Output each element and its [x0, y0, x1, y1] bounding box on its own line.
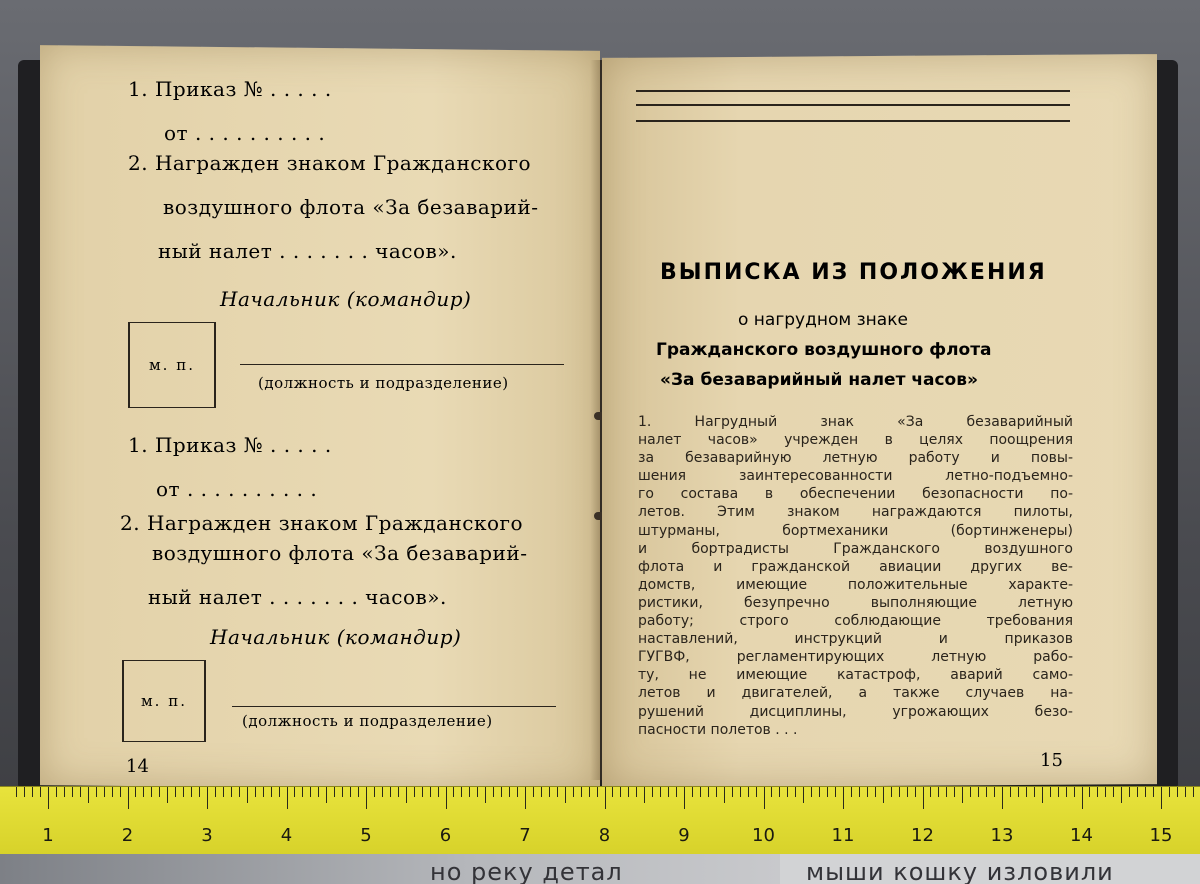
- ruler-tick: [326, 787, 327, 803]
- entry1-stamp-label: м. п.: [149, 356, 195, 374]
- ruler-tick: [334, 787, 335, 797]
- ruler-tick: [923, 787, 924, 809]
- ruler-tick: [1042, 787, 1043, 803]
- ruler-tick: [827, 787, 828, 797]
- ruler-tick: [1193, 787, 1194, 797]
- ruler-tick: [779, 787, 780, 797]
- entry2-stamp-label: м. п.: [141, 692, 187, 710]
- ruler-tick: [1153, 787, 1154, 797]
- ruler-tick: [461, 787, 462, 797]
- ruler-number: 10: [752, 825, 775, 846]
- ruler-tick: [668, 787, 669, 797]
- ruler-tick: [525, 787, 526, 809]
- entry1-stamp-box: [128, 322, 216, 408]
- ruler-tick: [406, 787, 407, 803]
- ruler-tick: [1002, 787, 1003, 809]
- ruler-tick: [716, 787, 717, 797]
- ruler-tick: [1129, 787, 1130, 797]
- extract-body-line: штурманы, бортмеханики (бортинженеры): [638, 522, 1073, 539]
- extract-body-line: ристики, безупречно выполняющие летную: [638, 594, 1073, 611]
- ruler-tick: [80, 787, 81, 797]
- ruler-tick: [859, 787, 860, 797]
- ruler-tick: [493, 787, 494, 797]
- ruler-number: 3: [201, 825, 213, 846]
- header-rule-top: [636, 90, 1070, 92]
- ruler-tick: [676, 787, 677, 797]
- extract-body-line: домств, имеющие положительные характе-: [638, 576, 1073, 593]
- ruler-tick: [247, 787, 248, 803]
- ruler-tick: [374, 787, 375, 797]
- ruler-tick: [40, 787, 41, 797]
- ruler-tick: [819, 787, 820, 797]
- ruler-tick: [1137, 787, 1138, 797]
- ruler-tick: [1121, 787, 1122, 803]
- ruler-tick: [112, 787, 113, 797]
- extract-body-line: флота и гражданской авиации других ве-: [638, 558, 1073, 575]
- ruler-number: 6: [439, 825, 452, 846]
- ruler-tick: [1113, 787, 1114, 797]
- extract-body-line: налет часов» учрежден в целях поощрения: [638, 432, 1073, 449]
- ruler-number: 7: [519, 825, 531, 846]
- ruler-number: 1: [42, 825, 54, 846]
- ruler-tick: [1066, 787, 1067, 797]
- header-rule-bottom: [636, 120, 1070, 122]
- ruler-tick: [191, 787, 192, 797]
- ruler-number: 12: [911, 825, 934, 846]
- ruler-tick: [223, 787, 224, 797]
- bottom-strip-text-left: но реку детал: [430, 858, 623, 884]
- ruler-tick: [1169, 787, 1170, 797]
- ruler-tick: [287, 787, 288, 809]
- ruler-tick: [1034, 787, 1035, 797]
- ruler-tick: [120, 787, 121, 797]
- ruler-tick: [1177, 787, 1178, 797]
- ruler-tick: [907, 787, 908, 797]
- entry1-signature-line: [240, 364, 564, 365]
- ruler-tick: [96, 787, 97, 797]
- ruler-tick: [732, 787, 733, 797]
- ruler-tick: [660, 787, 661, 797]
- ruler-tick: [573, 787, 574, 797]
- ruler-tick: [1082, 787, 1083, 809]
- ruler-tick: [366, 787, 367, 809]
- ruler-tick: [175, 787, 176, 797]
- ruler-tick: [48, 787, 49, 809]
- ruler-tick: [310, 787, 311, 797]
- ruler-tick: [509, 787, 510, 797]
- ruler-tick: [159, 787, 160, 797]
- ruler-tick: [771, 787, 772, 797]
- ruler-tick: [231, 787, 232, 797]
- ruler-tick: [811, 787, 812, 797]
- ruler-tick: [605, 787, 606, 809]
- ruler-tick: [485, 787, 486, 803]
- ruler-number: 14: [1070, 825, 1093, 846]
- extract-body-line: летов и двигателей, а также случаев на-: [638, 685, 1073, 702]
- right-page-number: 15: [1040, 750, 1063, 771]
- ruler-tick: [946, 787, 947, 797]
- ruler-tick: [215, 787, 216, 797]
- extract-body-line: го состава в обеспечении безопасности по-: [638, 486, 1073, 503]
- ruler-tick: [994, 787, 995, 797]
- ruler-tick: [32, 787, 33, 797]
- extract-body-line: ГУГВФ, регламентирующих летную рабо-: [638, 649, 1073, 666]
- ruler-tick: [533, 787, 534, 797]
- ruler-tick: [88, 787, 89, 803]
- ruler-tick: [612, 787, 613, 797]
- ruler-number: 11: [831, 825, 855, 846]
- ruler-tick: [64, 787, 65, 797]
- ruler-tick: [899, 787, 900, 797]
- extract-subtitle-line3: «За безаварийный налет часов»: [660, 370, 978, 390]
- ruler-tick: [477, 787, 478, 797]
- ruler-tick: [1097, 787, 1098, 797]
- ruler-tick: [692, 787, 693, 797]
- ruler-tick: [279, 787, 280, 797]
- ruler-tick: [875, 787, 876, 797]
- ruler-tick: [382, 787, 383, 797]
- ruler-tick: [1089, 787, 1090, 797]
- bottom-strip-text-right: мыши кошку изловили: [806, 858, 1114, 884]
- ruler-tick: [787, 787, 788, 797]
- extract-body-line: и бортрадисты Гражданского воздушного: [638, 540, 1073, 557]
- ruler-tick: [104, 787, 105, 797]
- ruler-tick: [271, 787, 272, 797]
- ruler-tick: [628, 787, 629, 797]
- ruler-tick: [128, 787, 129, 809]
- entry1-award-line1: 2. Награжден знаком Гражданского: [128, 151, 532, 175]
- extract-body-line: за безаварийную летную работу и повы-: [638, 450, 1073, 467]
- ruler-tick: [700, 787, 701, 797]
- ruler-tick: [636, 787, 637, 797]
- extract-body-line: рушений дисциплины, угрожающих безо-: [638, 703, 1073, 720]
- extract-body-line: наставлений, инструкций и приказов: [638, 631, 1073, 648]
- ruler-tick: [883, 787, 884, 803]
- ruler-number: 13: [990, 825, 1014, 846]
- ruler-tick: [1161, 787, 1162, 809]
- ruler-tick: [255, 787, 256, 797]
- ruler-tick: [843, 787, 844, 809]
- extract-subtitle-line2: Гражданского воздушного флота: [656, 340, 992, 360]
- ruler-tick: [183, 787, 184, 797]
- ruler-tick: [597, 787, 598, 797]
- measuring-ruler: [0, 786, 1200, 855]
- ruler-tick: [430, 787, 431, 797]
- ruler-tick: [1145, 787, 1146, 797]
- ruler-tick: [581, 787, 582, 797]
- ruler-tick: [1010, 787, 1011, 797]
- ruler-tick: [954, 787, 955, 797]
- ruler-tick: [294, 787, 295, 797]
- extract-body-line: шения заинтересованности летно-подъемно-: [638, 468, 1073, 485]
- ruler-tick: [764, 787, 765, 809]
- ruler-number: 5: [360, 825, 372, 846]
- extract-body: [638, 413, 1073, 739]
- ruler-tick: [446, 787, 447, 809]
- ruler-tick: [207, 787, 208, 809]
- ruler-tick: [835, 787, 836, 797]
- ruler-tick: [453, 787, 454, 797]
- ruler-tick: [708, 787, 709, 797]
- ruler-tick: [549, 787, 550, 797]
- ruler-number: 8: [598, 825, 611, 846]
- ruler-tick: [1018, 787, 1019, 797]
- ruler-tick: [350, 787, 351, 797]
- ruler-tick: [263, 787, 264, 797]
- extract-body-line: летов. Этим знаком награждаются пилоты,: [638, 504, 1073, 521]
- entry2-stamp-box: [122, 660, 206, 742]
- entry2-position-caption: (должность и подразделение): [242, 712, 493, 730]
- entry2-from-label: от . . . . . . . . . .: [156, 477, 318, 501]
- ruler-tick: [986, 787, 987, 797]
- ruler-tick: [795, 787, 796, 797]
- ruler-number: 15: [1149, 825, 1173, 846]
- ruler-tick: [740, 787, 741, 797]
- entry2-chief-label: Начальник (командир): [210, 625, 462, 649]
- extract-title: ВЫПИСКА ИЗ ПОЛОЖЕНИЯ: [660, 260, 1047, 285]
- ruler-tick: [620, 787, 621, 797]
- ruler-tick: [390, 787, 391, 797]
- ruler-tick: [1058, 787, 1059, 797]
- ruler-tick: [1050, 787, 1051, 797]
- ruler-tick: [978, 787, 979, 797]
- ruler-tick: [239, 787, 240, 797]
- ruler-tick: [302, 787, 303, 797]
- ruler-tick: [756, 787, 757, 797]
- ruler-tick: [915, 787, 916, 797]
- ruler-tick: [938, 787, 939, 797]
- ruler-tick: [414, 787, 415, 797]
- ruler-tick: [891, 787, 892, 797]
- ruler-tick: [135, 787, 136, 797]
- entry1-chief-label: Начальник (командир): [220, 287, 472, 311]
- extract-body-line: ту, не имеющие катастроф, аварий само-: [638, 667, 1073, 684]
- extract-body-line: 1. Нагрудный знак «За безаварийный: [638, 414, 1073, 430]
- extract-body-line: пасности полетов . . .: [638, 721, 798, 738]
- ruler-tick: [557, 787, 558, 797]
- ruler-tick: [501, 787, 502, 797]
- ruler-tick: [16, 787, 17, 797]
- ruler-tick: [684, 787, 685, 809]
- ruler-number: 2: [121, 825, 134, 846]
- ruler-tick: [358, 787, 359, 797]
- ruler-tick: [970, 787, 971, 797]
- entry2-order-label: 1. Приказ № . . . . .: [128, 433, 332, 457]
- ruler-tick: [199, 787, 200, 797]
- ruler-tick: [72, 787, 73, 797]
- ruler-tick: [541, 787, 542, 797]
- entry1-award-line3: ный налет . . . . . . . часов».: [158, 239, 457, 263]
- ruler-tick: [962, 787, 963, 803]
- ruler-tick: [342, 787, 343, 797]
- ruler-tick: [56, 787, 57, 797]
- ruler-tick: [565, 787, 566, 803]
- ruler-tick: [803, 787, 804, 803]
- ruler-tick: [851, 787, 852, 797]
- ruler-tick: [469, 787, 470, 797]
- ruler-tick: [1105, 787, 1106, 797]
- ruler-tick: [652, 787, 653, 797]
- ruler-tick: [1074, 787, 1075, 797]
- extract-subtitle-line1: о нагрудном знаке: [738, 310, 908, 330]
- left-page-number: 14: [126, 756, 149, 777]
- ruler-tick: [1026, 787, 1027, 797]
- ruler-number: 4: [280, 825, 293, 846]
- ruler-tick: [398, 787, 399, 797]
- header-rule-middle: [636, 104, 1070, 106]
- ruler-tick: [151, 787, 152, 797]
- entry1-position-caption: (должность и подразделение): [258, 374, 509, 392]
- ruler-tick: [867, 787, 868, 797]
- ruler-tick: [748, 787, 749, 797]
- ruler-tick: [1185, 787, 1186, 797]
- ruler-tick: [24, 787, 25, 797]
- ruler-tick: [644, 787, 645, 803]
- ruler-number: 9: [678, 825, 690, 846]
- ruler-tick: [143, 787, 144, 797]
- entry1-order-label: 1. Приказ № . . . . .: [128, 77, 332, 101]
- entry1-award-line2: воздушного флота «За безаварий-: [163, 195, 539, 219]
- ruler-tick: [930, 787, 931, 797]
- ruler-tick: [517, 787, 518, 797]
- entry2-award-line3: ный налет . . . . . . . часов».: [148, 585, 447, 609]
- ruler-tick: [724, 787, 725, 803]
- bottom-paper-strip-left: [0, 854, 780, 884]
- extract-body-line: работу; строго соблюдающие требования: [638, 613, 1073, 630]
- entry2-award-line2: воздушного флота «За безаварий-: [152, 541, 528, 565]
- ruler-tick: [589, 787, 590, 797]
- entry2-award-line1: 2. Награжден знаком Гражданского: [120, 511, 524, 535]
- ruler-tick: [422, 787, 423, 797]
- ruler-tick: [438, 787, 439, 797]
- ruler-tick: [167, 787, 168, 803]
- ruler-tick: [318, 787, 319, 797]
- entry1-from-label: от . . . . . . . . . .: [164, 121, 326, 145]
